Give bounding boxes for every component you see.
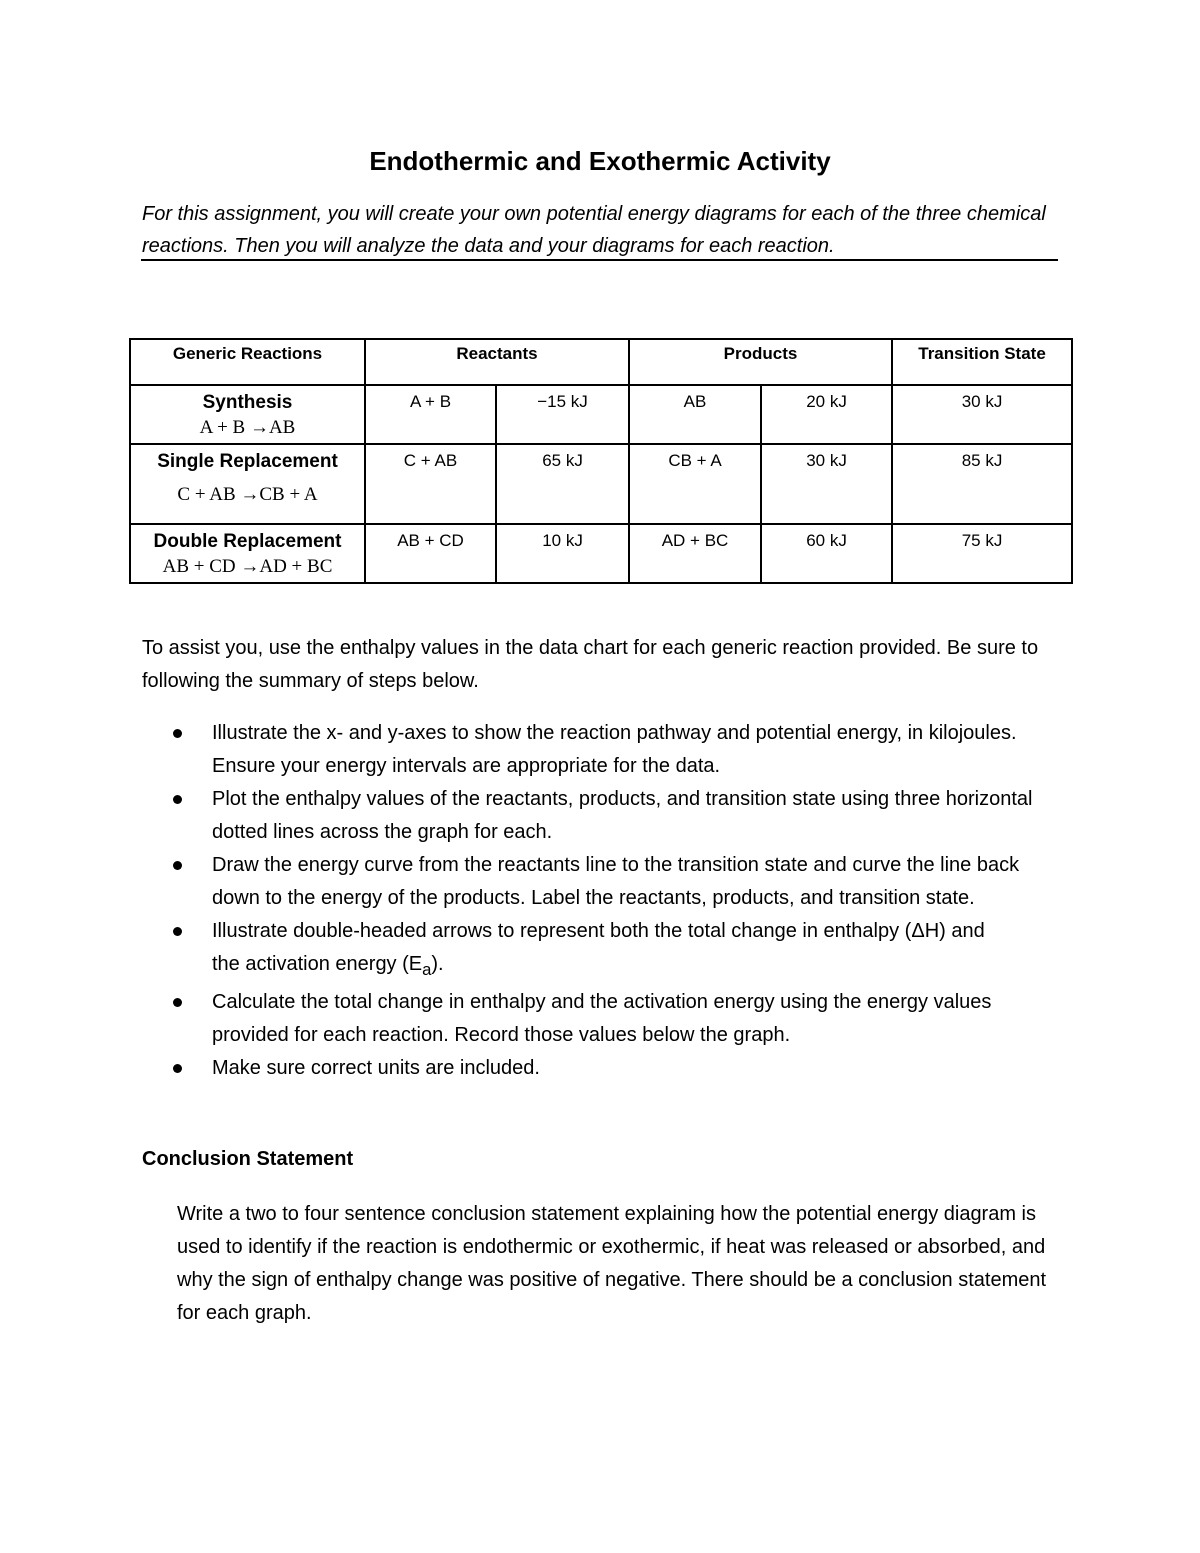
steps-list	[142, 717, 1062, 1085]
reactants-cell: C + AB	[365, 444, 496, 524]
reaction-equation: AB + CD →AD + BC	[162, 556, 333, 577]
reaction-equation: C + AB →CB + A	[177, 484, 318, 505]
bullet-icon	[173, 998, 182, 1007]
reaction-name: Double Replacement	[153, 531, 342, 552]
reactants-energy-cell: −15 kJ	[496, 385, 629, 444]
products-energy-cell: 60 kJ	[761, 524, 892, 583]
reaction-cell	[130, 524, 365, 583]
table-header-row	[130, 339, 1072, 385]
products-energy-cell: 30 kJ	[761, 444, 892, 524]
intro-paragraph: For this assignment, you will create your own potential energy diagrams for each of the three chemical reactions. Then you will analyze the data and your diagrams for each reaction.	[142, 203, 1046, 257]
transition-energy-cell: 75 kJ	[892, 524, 1072, 583]
table-row	[130, 385, 1072, 444]
bullet-icon	[173, 927, 182, 936]
bullet-icon	[173, 861, 182, 870]
intro-underline	[141, 259, 1058, 261]
reactants-cell: A + B	[365, 385, 496, 444]
header-generic-reactions: Generic Reactions	[130, 339, 365, 385]
reaction-equation: A + B →AB	[199, 417, 296, 438]
reaction-cell	[130, 385, 365, 444]
reaction-name: Single Replacement	[157, 451, 338, 472]
products-energy-cell: 20 kJ	[761, 385, 892, 444]
header-products: Products	[629, 339, 892, 385]
bullet-icon	[173, 1064, 182, 1073]
conclusion-heading: Conclusion Statement	[142, 1148, 354, 1170]
transition-energy-cell: 30 kJ	[892, 385, 1072, 444]
bullet-icon	[173, 795, 182, 804]
list-item: Draw the energy curve from the reactants line to the transition state and curve the line back down to the energy of the products. Label the reactants, products, and transition state.	[142, 849, 1062, 915]
reaction-name: Synthesis	[202, 392, 293, 413]
products-cell: CB + A	[629, 444, 761, 524]
list-item: Plot the enthalpy values of the reactants, products, and transition state using three horizontal dotted lines across the graph for each.	[142, 783, 1062, 849]
list-item: Illustrate the x- and y-axes to show the reaction pathway and potential energy, in kilojoules. Ensure your energy intervals are appropriate for the data.	[142, 717, 1062, 783]
reaction-data-table	[129, 338, 1073, 584]
list-item: Calculate the total change in enthalpy and the activation energy using the energy values provided for each reaction. Record those values below the graph.	[142, 986, 1062, 1052]
conclusion-paragraph: Write a two to four sentence conclusion statement explaining how the potential energy diagram is used to identify if the reaction is endothermic or exothermic, if heat was released or absorbed, and why the sign of enthalpy change was positive of negative. There should be a conclusion statement for each graph.	[177, 1203, 1047, 1324]
page-title: Endothermic and Exothermic Activity	[369, 146, 831, 176]
reactants-energy-cell: 65 kJ	[496, 444, 629, 524]
reactants-energy-cell: 10 kJ	[496, 524, 629, 583]
list-item: Make sure correct units are included.	[142, 1052, 1062, 1085]
products-cell: AD + BC	[629, 524, 761, 583]
table-row	[130, 524, 1072, 583]
bullet-icon	[173, 729, 182, 738]
reaction-cell	[130, 444, 365, 524]
header-reactants: Reactants	[365, 339, 629, 385]
reactants-cell: AB + CD	[365, 524, 496, 583]
transition-energy-cell: 85 kJ	[892, 444, 1072, 524]
table-row	[130, 444, 1072, 524]
products-cell: AB	[629, 385, 761, 444]
list-item: Illustrate double-headed arrows to represent both the total change in enthalpy (ΔH) and the activation energy $(E_a)$.	[142, 915, 1062, 986]
header-transition-state: Transition State	[892, 339, 1072, 385]
assist-paragraph: To assist you, use the enthalpy values in the data chart for each generic reaction provided. Be sure to following the summary of steps below.	[142, 637, 1039, 692]
